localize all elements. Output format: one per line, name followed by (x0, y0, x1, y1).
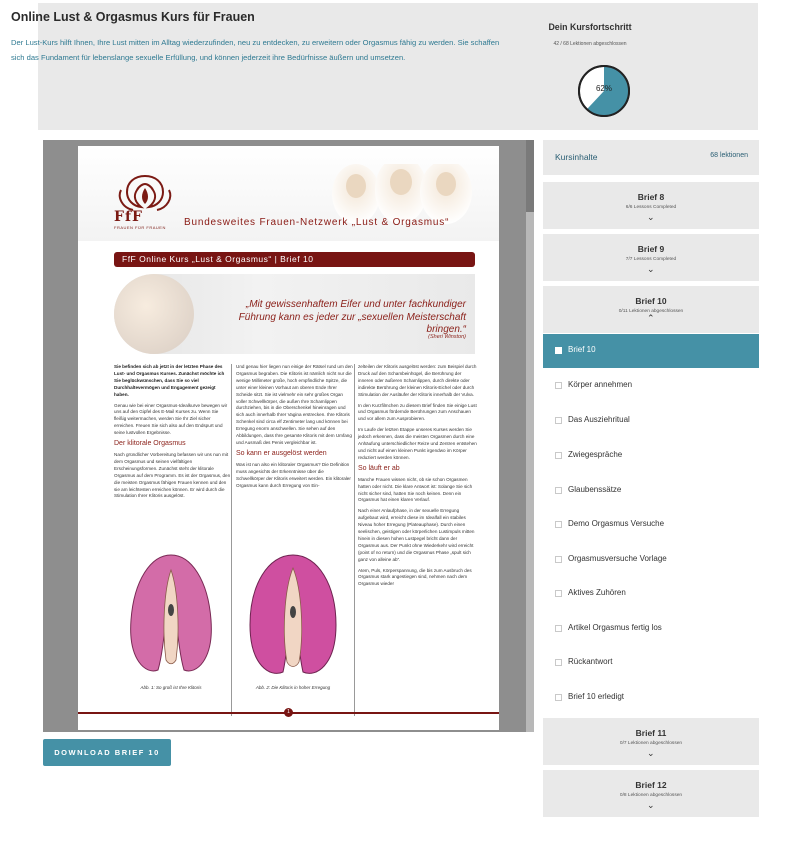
paragraph: Genau wie bei einer Orgasmus-Idealkurve bewegen wir uns auf den Gipfel des E-Mail Kurses zu. Wenn Sie fleißig weitermachen, werden Sie Ihr Ziel sicher erreichen. Freuen Sie sich also auf den Endspurt und seine lustvollen Ergebnisse. (114, 402, 228, 436)
checkbox[interactable] (555, 590, 562, 597)
download-brief-button[interactable]: DOWNLOAD BRIEF 10 (43, 739, 171, 766)
lesson-item[interactable] (543, 404, 759, 438)
quote-photo (114, 274, 194, 354)
lesson-item[interactable] (543, 681, 759, 715)
lesson-label: Rückantwort (568, 657, 613, 666)
column-divider (231, 364, 232, 716)
brief-card-10[interactable] (543, 286, 759, 333)
lesson-label: Orgasmusversuche Vorlage (568, 554, 667, 563)
course-title: Online Lust & Orgasmus Kurs für Frauen (11, 10, 255, 24)
lesson-label: Brief 10 erledigt (568, 692, 625, 701)
column-divider (354, 364, 355, 716)
chevron-up-icon: ⌃ (647, 313, 655, 323)
figure-caption-2: Abb. 2: Die Klitoris in hoher Erregung (255, 685, 331, 690)
progress-title: Dein Kursfortschritt (548, 22, 632, 32)
quote-text: „Mit gewissenhaftem Eifer und unter fachkundiger Führung kann es jeder zur „sexuellen Meisterschaft bringen.“ (238, 299, 466, 335)
lesson-item[interactable] (543, 439, 759, 473)
brief-title: Brief 12 (635, 780, 667, 790)
progress-subtitle: 42 / 68 Lektionen abgeschlossen (553, 41, 627, 47)
progress-percent: 62% (595, 84, 612, 93)
page-number: 1 (284, 708, 293, 717)
lesson-item[interactable] (543, 334, 759, 368)
checkbox[interactable] (555, 382, 562, 389)
brief-progress: 7/7 Lessons Completed (625, 257, 677, 262)
document-page (78, 146, 499, 730)
checkbox[interactable] (555, 452, 562, 459)
viewer-scrollbar[interactable] (526, 140, 534, 732)
brief-progress: 0/11 Lektionen abgeschlossen (618, 309, 684, 314)
lesson-label: Brief 10 (568, 345, 596, 354)
brief-title: Brief 9 (637, 244, 665, 254)
checkbox[interactable] (555, 694, 562, 701)
chevron-down-icon: ⌄ (647, 264, 655, 274)
checkbox[interactable] (555, 659, 562, 666)
lesson-item[interactable] (543, 577, 759, 611)
checkbox[interactable] (555, 521, 562, 528)
brief-card-8[interactable] (543, 182, 759, 229)
quote-author: (Sheri Winston) (428, 334, 466, 340)
lesson-item[interactable] (543, 474, 759, 508)
section-heading: Der klitorale Orgasmus (114, 440, 186, 448)
lesson-label: Das Ausziehritual (568, 415, 630, 424)
chevron-down-icon: ⌄ (647, 212, 655, 222)
chevron-down-icon: ⌄ (647, 748, 655, 758)
checkbox[interactable] (555, 487, 562, 494)
brief-card-11[interactable] (543, 718, 759, 765)
paragraph: zelteilen der Klitoris ausgelöst werden: zum Beispiel durch Druck auf den Schambeinhügel, die Berührung der inneren oder äußeren Schamlippen, durch direkte oder indirekte Berührung der kleinen Klitoris-Eichel oder durch Stimulation der Ausläufer der Klitoris innerhalb der Vulva. (358, 364, 477, 397)
brief-card-9[interactable] (543, 234, 759, 281)
section-heading: So kann er ausgelöst werden (236, 449, 327, 457)
figure-caption-1: Abb. 1: So groß ist Ihre Klitoris (140, 685, 202, 690)
checkbox[interactable] (555, 417, 562, 424)
brief-title-text: FfF Online Kurs „Lust & Orgasmus“ | Brief 10 (122, 254, 314, 264)
paragraph: Manche Frauen wissen nicht, ob sie schon Orgasmen hatten oder nicht. Die klare Antwort ist: Solange Sie sich nicht sicher sind, hatten Sie noch keinen. Denn ein Orgasmus hat einen klaren Verlauf. (358, 476, 473, 503)
brief-progress: 6/6 Lessons Completed (625, 205, 677, 210)
lesson-item[interactable] (543, 646, 759, 680)
anatomy-illustration-2 (238, 550, 348, 680)
lesson-label: Demo Orgasmus Versuche (568, 519, 665, 528)
brief-title: Brief 10 (635, 296, 667, 306)
text-column-3 (358, 364, 477, 592)
text-column-1 (114, 364, 231, 504)
paragraph: Nach einer Anlaufphase, in der sexuelle Erregung aufgebaut wird, erreicht diese im Idealfall ein stabiles Niveau hoher Erregung (Plateauphase). Durch einen seelischen, geistigen oder körperlichen Lustimpuls mitten hinein in diesen hohen Lustpegel bricht dann der Orgasmus aus. Der Punkt ohne Wiederkehr wird erreicht (point of no return) und die Orgasmus Phase „spult sich ganz von alleine ab“. (358, 508, 475, 562)
lesson-label: Zwiegespräche (568, 450, 623, 459)
paragraph: In den Kurzfilmchen zu diesem Brief finden Sie einige Lust und Orgasmus fördernde Berührungen zum Anschauen und vor allem zum Ausprobieren. (358, 402, 477, 422)
brief-card-12[interactable] (543, 770, 759, 817)
course-description: Der Lust-Kurs hilft Ihnen, Ihre Lust mitten im Alltag wiederzufinden, neu zu entdecken, zu erweitern oder Orgasmus fähig zu werden. Sie schaffen sich das Fundament für lebenslange sexuelle Erfüllung, und können jederzeit ihre Bedürfnisse äußern und umsetzen. (11, 38, 500, 62)
text-column-2 (236, 364, 353, 493)
network-title: Bundesweites Frauen-Netzwerk „Lust & Orgasmus“ (184, 217, 450, 228)
paragraph: Und genau hier liegen nun einige der Rätsel rund um den Orgasmus begraben. Die Klitoris ist nämlich nicht nur die wenige Millimeter große, hoch empfindliche Spitze, die unter einer kleinen Vorhaut am oberen Ende Ihrer Scheide sitzt. Sie ist vielmehr ein sehr großes Organ voller Schwellkörper, die außen Ihre Schamlippen durchziehen, bis in die Oberschenkel hineinragen und sich auch innerhalb Ihrer Vagina erstrecken. Ihre Klitoris Schenkel sind circa elf Zentimeter lang und können bei Erregung enorm anschwellen. Sie sehen auf den Abbildungen, dass Ihre gesamte Klitoris mit dem Umfang und Ausmaß des Penis vergleichbar ist. (236, 364, 353, 445)
brief-progress: 0/8 Lektionen abgeschlossen (619, 793, 683, 798)
lesson-item[interactable] (543, 612, 759, 646)
viewer-scroll-thumb[interactable] (526, 140, 534, 212)
women-photo (326, 164, 476, 224)
checkbox[interactable] (555, 625, 562, 632)
chevron-down-icon: ⌄ (647, 800, 655, 810)
lesson-label: Körper annehmen (568, 380, 633, 389)
brief-title: Brief 11 (635, 728, 667, 738)
section-heading: So läuft er ab (358, 464, 400, 472)
lesson-label: Glaubenssätze (568, 485, 622, 494)
lesson-item[interactable] (543, 369, 759, 403)
lesson-label: Artikel Orgasmus fertig los (568, 623, 662, 632)
lesson-count: 68 lektionen (710, 152, 748, 159)
paragraph: Was ist nun also ein klitoraler Orgasmus? Die Definition muss angesichts der Erkenntnisse über die Schwellkörper der Klitoris erweitert werden. Ein klitoraler Orgasmus kann durch Erregung von Ein- (236, 461, 351, 488)
brief-progress: 0/7 Lektionen abgeschlossen (619, 741, 683, 746)
checkbox[interactable] (555, 347, 562, 354)
lesson-label: Aktives Zuhören (568, 588, 626, 597)
paragraph: Atem, Puls, Körperspannung, die bis zum Ausbruch des Orgasmus stark angestiegen sind, nehmen nach dem Orgasmus wieder (358, 567, 472, 587)
paragraph: Im Laufe der letzten Etappe unseres Kurses werden Sie jedoch erkennen, dass die meisten Orgasmen durch eine Anhäufung unterschiedlicher Reize und Zentren entstehen und nicht auf einen kleinen Punkt irgendwo im Körper reduziert werden können. (358, 427, 477, 460)
logo-text: FfF (114, 209, 143, 225)
intro-paragraph: Sie befinden sich ab jetzt in der letzten Phase des Lust- und Orgasmus Kurses. Zunächst möchte ich Sie beglückwünschen, dass Sie so viel Durchhaltevermögen und Engagement gezeigt haben. (114, 364, 225, 397)
brief-title: Brief 8 (637, 192, 665, 202)
lesson-item[interactable] (543, 543, 759, 577)
anatomy-illustration-1 (116, 550, 226, 680)
paragraph: Nach gründlicher Vorbereitung befassen wir uns nun mit dem Orgasmus und seinen vielfältigen Erscheinungsformen. Zunächst steht der klitorale Orgasmus auf dem Programm. Es ist der Orgasmus, den die meisten Orgasmus fähigen Frauen kennen und den sie am leichtesten erreichen können. Er wird durch die Stimulation Ihrer Klitoris ausgelöst. (114, 451, 231, 499)
checkbox[interactable] (555, 556, 562, 563)
course-contents-title: Kursinhalte (555, 152, 598, 162)
logo-subtitle: FRAUEN FÜR FRAUEN (114, 225, 166, 230)
lesson-item[interactable] (543, 508, 759, 542)
